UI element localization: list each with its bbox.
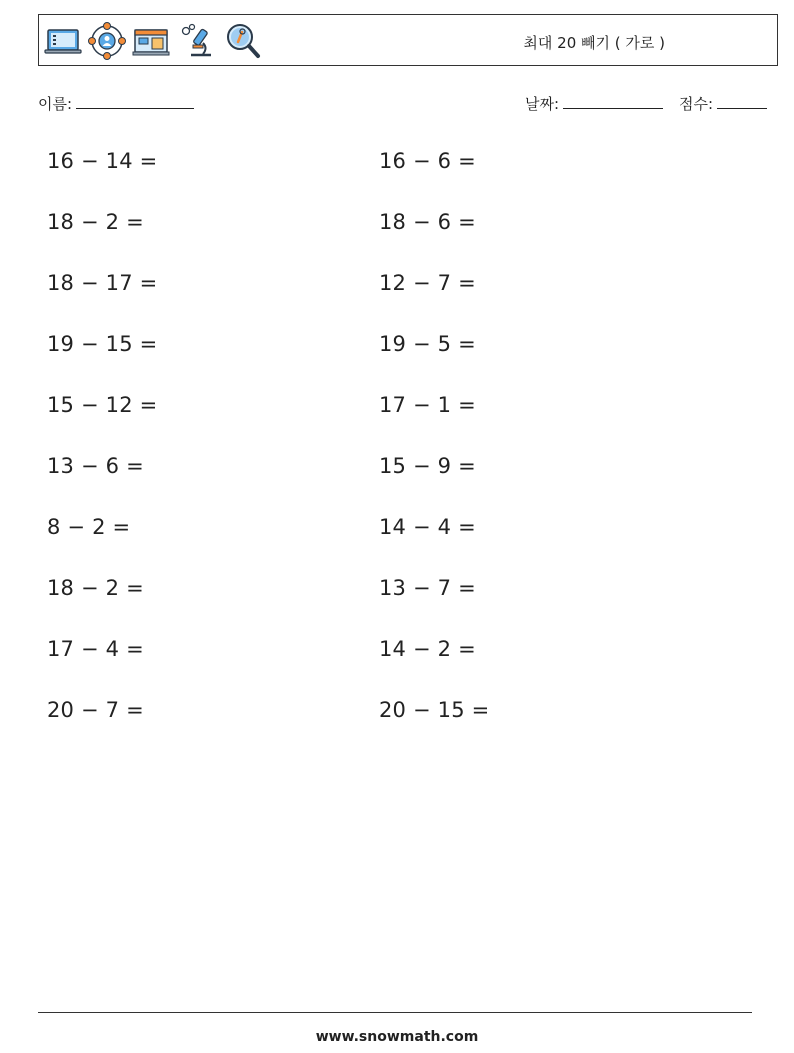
problem-left-4: 19 − 15 = [47,332,158,356]
problem-left-8: 18 − 2 = [47,576,144,600]
score-label: 점수: [679,95,714,113]
problem-right-6: 15 − 9 = [379,454,476,478]
problem-right-5: 17 − 1 = [379,393,476,417]
name-label: 이름: [38,95,73,113]
problem-left-6: 13 − 6 = [47,454,144,478]
problem-left-2: 18 − 2 = [47,210,144,234]
problem-right-4: 19 − 5 = [379,332,476,356]
score-field [679,93,767,114]
date-field [525,93,663,114]
date-label: 날짜: [525,95,560,113]
problem-left-10: 20 − 7 = [47,698,144,722]
worksheet-header [38,14,778,66]
problem-right-9: 14 − 2 = [379,637,476,661]
date-blank-line[interactable] [563,94,663,109]
problem-right-3: 12 − 7 = [379,271,476,295]
score-blank-line[interactable] [717,94,767,109]
problem-right-8: 13 − 7 = [379,576,476,600]
problem-right-2: 18 − 6 = [379,210,476,234]
problem-left-1: 16 − 14 = [47,149,158,173]
microscope-icon [177,21,217,61]
problem-left-3: 18 − 17 = [47,271,158,295]
footer-divider [38,1012,752,1013]
storefront-icon [131,21,171,61]
footer-site-link[interactable]: www.snowmath.com [315,1029,479,1045]
name-blank-line[interactable] [76,94,194,109]
problem-left-5: 15 − 12 = [47,393,158,417]
worksheet-title: 최대 20 빼기 ( 가로 ) [523,34,665,52]
problem-right-7: 14 − 4 = [379,515,476,539]
problem-right-1: 16 − 6 = [379,149,476,173]
problem-right-10: 20 − 15 = [379,698,490,722]
problem-left-9: 17 − 4 = [47,637,144,661]
problem-left-7: 8 − 2 = [47,515,131,539]
network-icon [87,21,127,61]
name-field [38,93,194,114]
magnifier-icon [223,21,263,61]
laptop-icon [43,21,83,61]
